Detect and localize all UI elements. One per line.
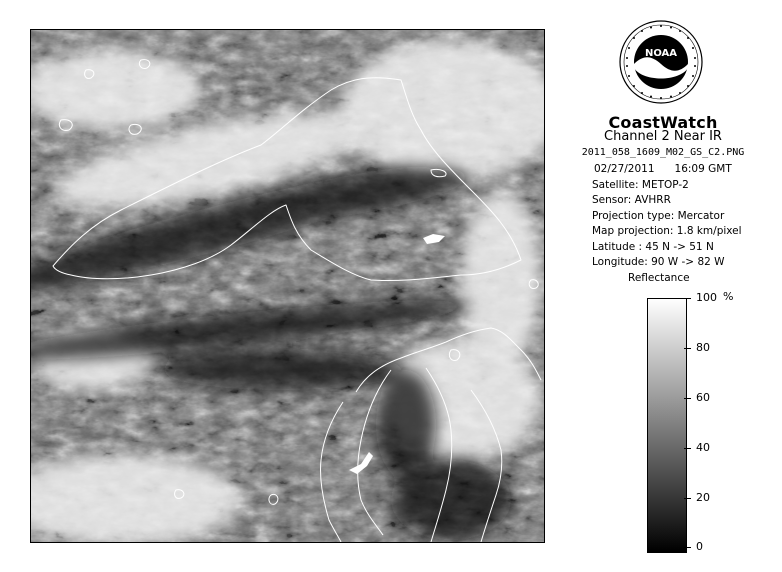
colorbar-unit: % — [723, 290, 734, 303]
colorbar-tick: 0 — [684, 541, 744, 553]
satellite-image — [30, 29, 545, 543]
image-filename: 2011_058_1609_M02_GS_C2.PNG — [581, 147, 745, 158]
colorbar-ticks — [684, 291, 744, 553]
image-metadata — [592, 162, 742, 271]
colorbar-tick: 20 — [684, 492, 744, 504]
product-title: CoastWatch — [608, 113, 718, 132]
latitude-line: Latitude : 45 N -> 51 N — [592, 240, 714, 253]
satellite-image-render — [31, 30, 544, 542]
date-time-row — [592, 162, 742, 178]
colorbar-tick: 40 — [684, 442, 744, 454]
channel-subtitle: Channel 2 Near IR — [604, 129, 722, 144]
colorbar-gradient — [647, 298, 687, 553]
sensor-line: Sensor: AVHRR — [592, 194, 671, 206]
colorbar-tick: 60 — [684, 392, 744, 404]
projection-line: Projection type: Mercator — [592, 209, 725, 222]
colorbar-tick: 100 — [684, 292, 744, 304]
acquisition-date: 02/27/2011 — [594, 163, 655, 175]
logo-text: NOAA — [644, 48, 678, 59]
legend-panel — [560, 0, 782, 572]
map-projection-line: Map projection: 1.8 km/pixel — [592, 225, 742, 237]
colorbar-label: Reflectance — [628, 272, 690, 284]
colorbar-tick: 80 — [684, 342, 744, 354]
satellite-line: Satellite: METOP-2 — [592, 178, 689, 191]
acquisition-time: 16:09 GMT — [674, 163, 732, 175]
noaa-seal-icon — [619, 20, 703, 104]
longitude-line: Longitude: 90 W -> 82 W — [592, 256, 725, 268]
